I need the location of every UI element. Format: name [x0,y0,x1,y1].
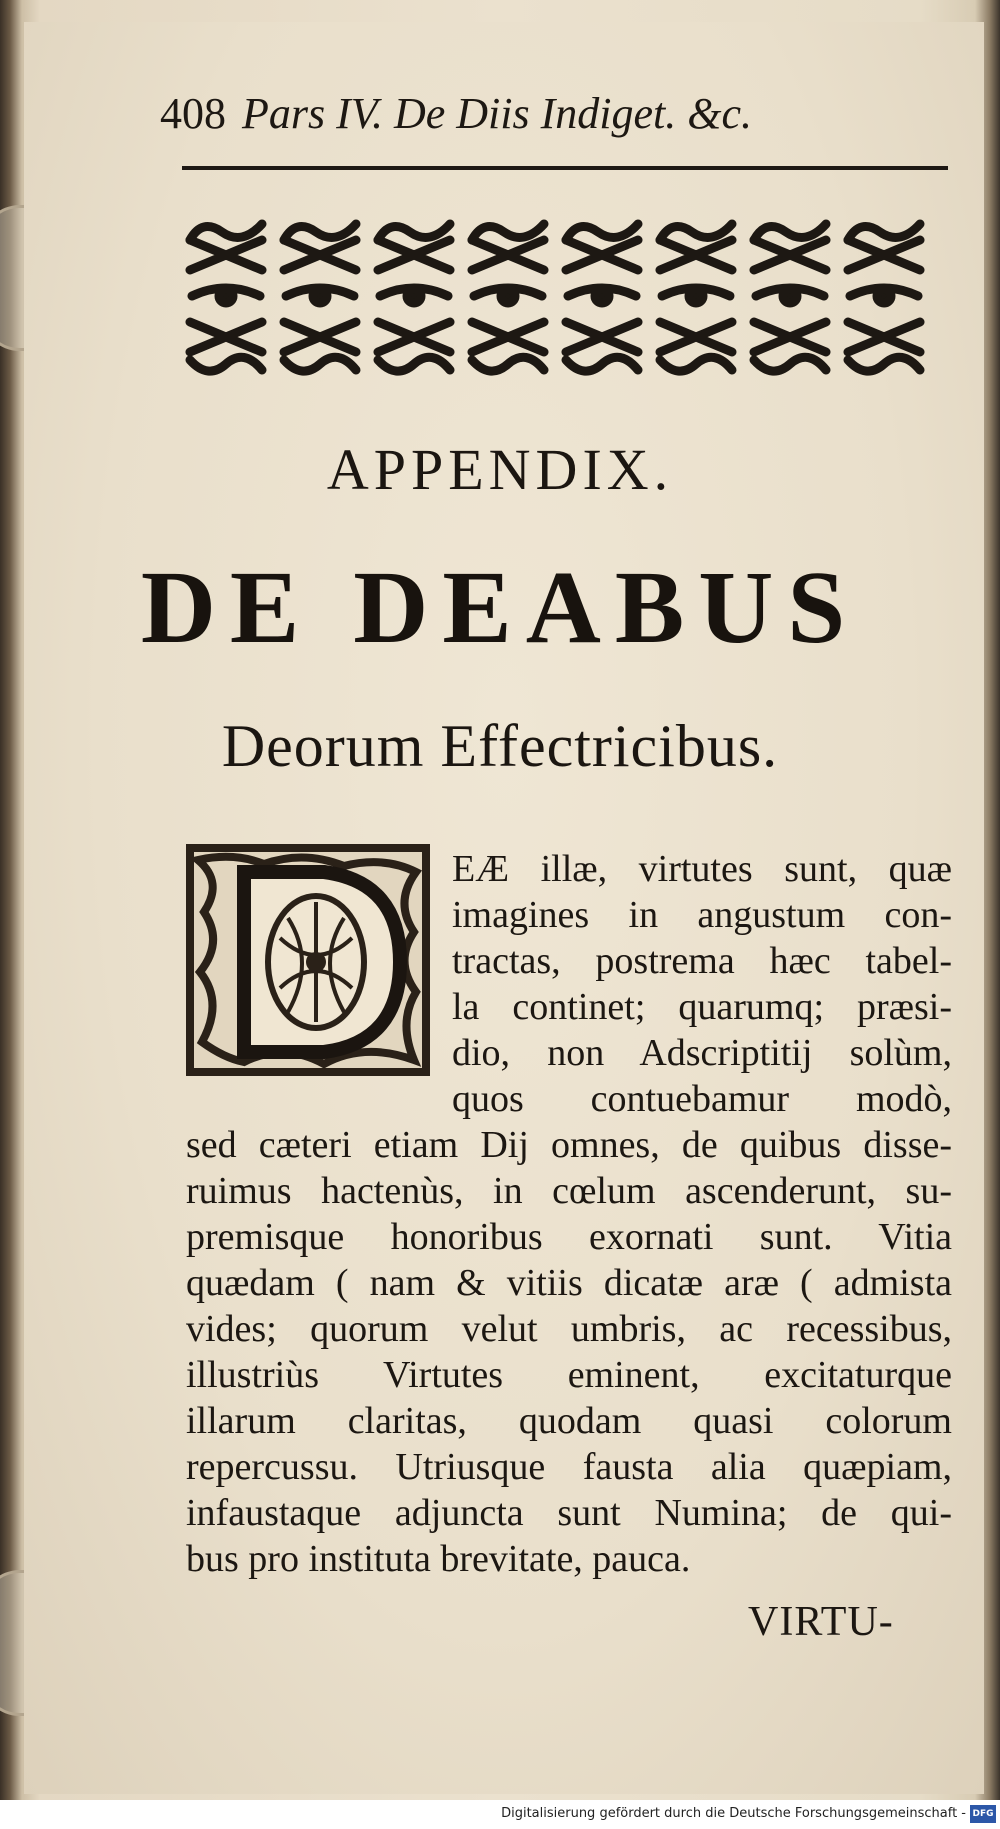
running-head [160,88,960,148]
ornament-band [182,210,948,382]
footer-bar [0,1800,1000,1829]
text-line: EÆ illæ, virtutes sunt, quæ [452,848,952,890]
text-line: ruimus hactenùs, in cœlum ascenderunt, su- [186,1170,952,1212]
page-number: 408 [160,89,226,138]
text-line: dio, non Adscriptitij solùm, [452,1032,952,1074]
text-line: premisque honoribus exornati sunt. Vitia [186,1216,952,1258]
main-title: DE DEABUS [140,550,860,665]
dfg-logo-icon: DFG [970,1805,996,1823]
text-line: vides; quorum velut umbris, ac recessibus, [186,1308,952,1350]
digitization-credit: Digitalisierung gefördert durch die Deutsche Forschungsgemeinschaft - [501,1806,966,1821]
text-line: tractas, postrema hæc tabel- [452,940,952,982]
drop-cap-letter [184,842,432,1078]
text-line: illarum claritas, quodam quasi colorum [186,1400,952,1442]
text-line: bus pro instituta brevitate, pauca. [186,1538,691,1580]
catchword: VIRTU- [748,1599,894,1645]
text-line: repercussu. Utriusque fausta alia quæpiam, [186,1446,952,1488]
appendix-heading: APPENDIX. [326,437,674,502]
running-title: Pars IV. De Diis Indiget. &c. [242,89,753,138]
text-line: quos contuebamur modò, [452,1078,952,1120]
text-line: infaustaque adjuncta sunt Numina; de qui- [186,1492,952,1534]
text-line: sed cæteri etiam Dij omnes, de quibus disse- [186,1124,952,1166]
text-line: illustriùs Virtutes eminent, excitaturque [186,1354,952,1396]
text-line: quædam ( nam & vitiis dicatæ aræ ( admista [186,1262,952,1304]
text-line: la continet; quarumq; præsi- [452,986,952,1028]
subtitle: Deorum Effectricibus. [221,713,779,779]
decorated-initial [184,842,432,1078]
text-line: imagines in angustum con- [452,894,952,936]
head-rule [182,166,948,170]
